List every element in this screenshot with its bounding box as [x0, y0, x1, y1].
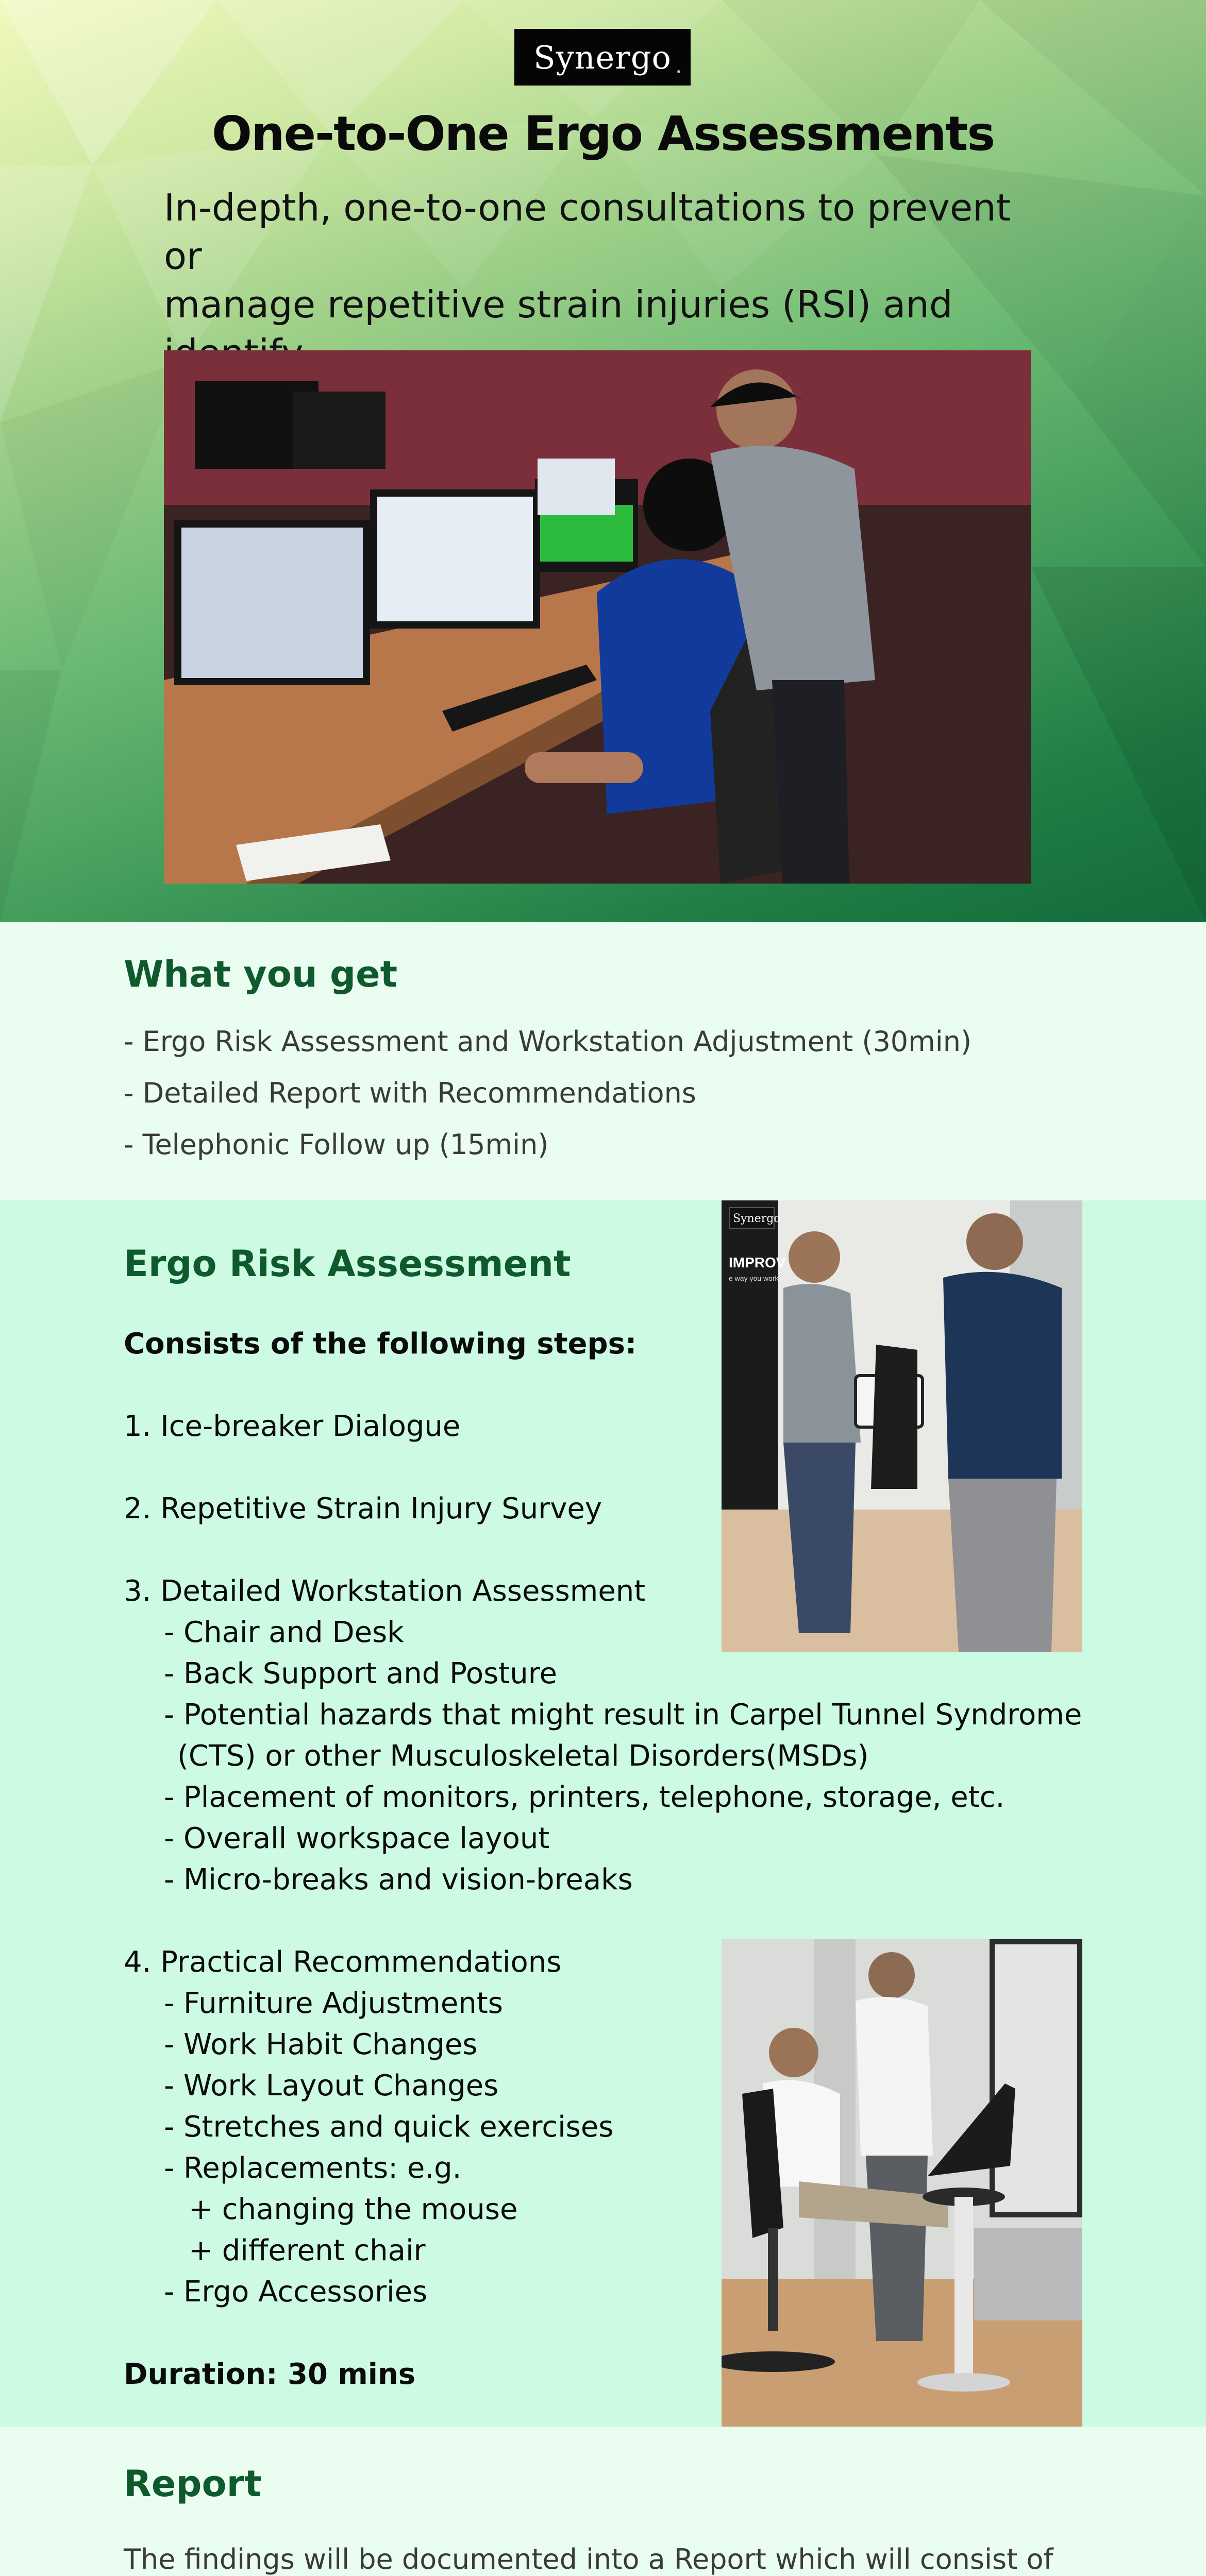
- step-subitem: + different chair: [189, 2234, 426, 2267]
- step-subitem: - Overall workspace layout: [164, 1822, 550, 1855]
- step-subitem: (CTS) or other Musculoskeletal Disorders(MSDs): [177, 1739, 869, 1773]
- report-intro: The findings will be documented into a Report which will consist of: [124, 2543, 1053, 2575]
- what-you-get-section: [0, 922, 1206, 1200]
- step-title: 2. Repetitive Strain Injury Survey: [124, 1492, 602, 1526]
- list-item: - Telephonic Follow up (15min): [124, 1128, 549, 1161]
- consultants-tablet-photo: [722, 1200, 1082, 1652]
- step-subitem: - Furniture Adjustments: [164, 1987, 503, 2020]
- step-subitem: - Replacements: e.g.: [164, 2151, 462, 2185]
- section-heading: Ergo Risk Assessment: [124, 1243, 571, 1285]
- step-subitem: - Back Support and Posture: [164, 1657, 557, 1690]
- hero-banner: [0, 0, 1206, 922]
- photo-logo-text: Synergo: [733, 1212, 781, 1225]
- step-title: 4. Practical Recommendations: [124, 1945, 562, 1979]
- logo-dot: [677, 70, 680, 73]
- logo-text: Synergo: [533, 38, 672, 76]
- report-section: [0, 2427, 1206, 2576]
- photo-banner-text: IMPROV: [729, 1255, 786, 1270]
- page-title: One-to-One Ergo Assessments: [211, 106, 995, 161]
- list-item: - Detailed Report with Recommendations: [124, 1077, 696, 1109]
- step-title: 3. Detailed Workstation Assessment: [124, 1574, 646, 1608]
- hero-subtitle-line: In-depth, one-to-one consultations to prevent or: [164, 186, 1011, 278]
- step-subitem: - Work Habit Changes: [164, 2028, 478, 2061]
- duration-text: Duration: 30 mins: [124, 2358, 416, 2391]
- step-subitem: - Potential hazards that might result in Carpel Tunnel Syndrome: [164, 1698, 1082, 1732]
- step-subitem: - Ergo Accessories: [164, 2275, 428, 2309]
- step-subitem: - Work Layout Changes: [164, 2069, 499, 2103]
- ergonomic-chair-demo-photo: [722, 1939, 1082, 2427]
- section-heading: What you get: [124, 953, 398, 995]
- synergo-logo[interactable]: [514, 29, 691, 86]
- photo-banner-sub: e way you work: [729, 1274, 779, 1282]
- workstation-consultation-photo: [164, 350, 1031, 884]
- list-item: - Ergo Risk Assessment and Workstation Adjustment (30min): [124, 1025, 972, 1058]
- steps-intro: Consists of the following steps:: [124, 1327, 637, 1361]
- hero-subtitle-line: manage repetitive strain injuries (RSI) and: [164, 283, 953, 326]
- step-title: 1. Ice-breaker Dialogue: [124, 1410, 461, 1443]
- section-heading: Report: [124, 2463, 262, 2505]
- step-subitem: - Micro-breaks and vision-breaks: [164, 1863, 633, 1896]
- step-subitem: - Stretches and quick exercises: [164, 2110, 614, 2144]
- step-subitem: - Placement of monitors, printers, telephone, storage, etc.: [164, 1781, 1005, 1814]
- step-subitem: - Chair and Desk: [164, 1616, 404, 1649]
- step-subitem: + changing the mouse: [189, 2193, 518, 2226]
